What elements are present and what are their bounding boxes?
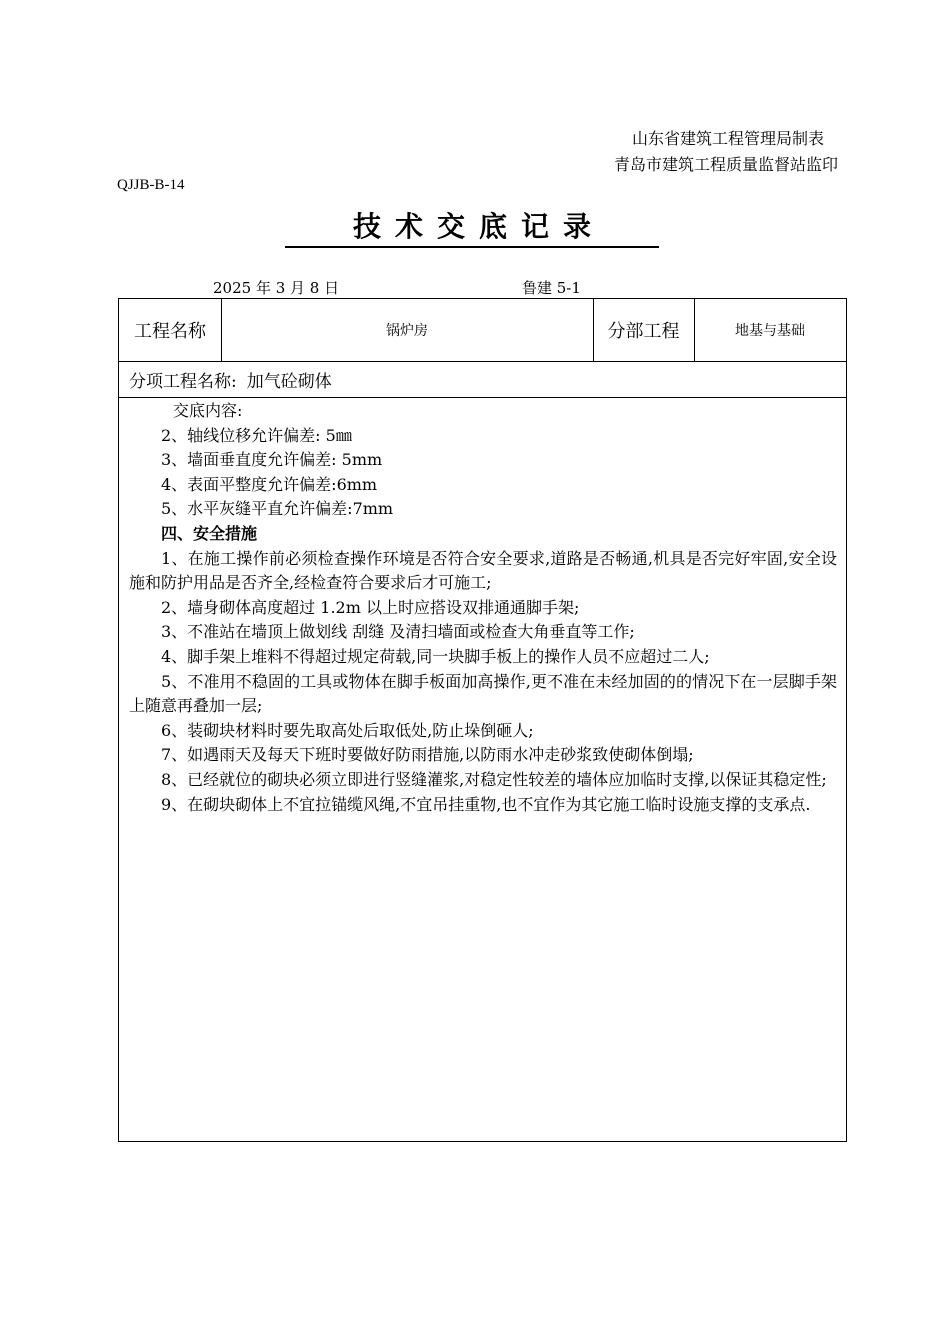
sub-item-value: 加气砼砌体 <box>246 371 332 392</box>
tolerance-line: 5、水平灰缝平直允许偏差:7mm <box>161 499 394 519</box>
form-code: QJJB-B-14 <box>117 177 185 193</box>
sub-division-value: 地基与基础 <box>735 323 805 339</box>
issuer-line-2: 青岛市建筑工程质量监督站监印 <box>613 155 838 174</box>
row-divider <box>119 397 846 398</box>
issuer-line-1: 山东省建筑工程管理局制表 <box>631 129 824 148</box>
document-title: 技术交底记录 <box>352 210 605 243</box>
project-name-label: 工程名称 <box>134 321 206 342</box>
record-date: 2025 年 3 月 8 日 <box>213 279 340 297</box>
project-name-value: 锅炉房 <box>386 323 428 339</box>
safety-item: 3、不准站在墙顶上做划线 刮缝 及清扫墙面或检查大角垂直等工作; <box>161 622 635 642</box>
tolerance-line: 4、表面平整度允许偏差:6mm <box>161 474 378 494</box>
safety-item: 4、脚手架上堆料不得超过规定荷载,同一块脚手板上的操作人员不应超过二人; <box>161 646 710 666</box>
safety-item: 9、在砌块砌体上不宜拉锚缆风绳,不宜吊挂重物,也不宜作为其它施工临时设施支撑的支承点. <box>161 794 811 814</box>
tolerance-line: 3、墙面垂直度允许偏差: 5mm <box>161 450 383 470</box>
safety-item: 1、在施工操作前必须检查操作环境是否符合安全要求,道路是否畅通,机具是否完好牢固,安全设施和防护用品是否齐全,经检查符合要求后才可施工; <box>129 548 837 593</box>
tolerance-line: 2、轴线位移允许偏差: 5㎜ <box>161 425 352 445</box>
disclosure-form-table <box>118 298 847 1142</box>
sub-division-label: 分部工程 <box>607 321 680 342</box>
safety-item: 6、装砌块材料时要先取高处后取低处,防止垛倒砸人; <box>161 720 534 740</box>
safety-section-heading: 四、安全措施 <box>161 523 258 543</box>
record-code: 鲁建 5-1 <box>522 279 581 297</box>
safety-item: 2、墙身砌体高度超过 1.2m 以上时应搭设双排通通脚手架; <box>161 597 580 617</box>
safety-item: 5、不准用不稳固的工具或物体在脚手板面加高操作,更不准在未经加固的的情况下在一层脚手架上随意再叠加一层; <box>129 671 837 716</box>
content-intro: 交底内容: <box>173 401 243 420</box>
disclosure-content <box>129 399 837 817</box>
sub-item-row <box>129 361 332 397</box>
title-underline <box>285 246 659 248</box>
sub-item-label: 分项工程名称: <box>129 371 237 392</box>
safety-item: 7、如遇雨天及每天下班时要做好防雨措施,以防雨水冲走砂浆致使砌体倒塌; <box>161 745 694 765</box>
safety-item: 8、已经就位的砌块必须立即进行竖缝灌浆,对稳定性较差的墙体应加临时支撑,以保证其稳定性; <box>161 769 827 789</box>
